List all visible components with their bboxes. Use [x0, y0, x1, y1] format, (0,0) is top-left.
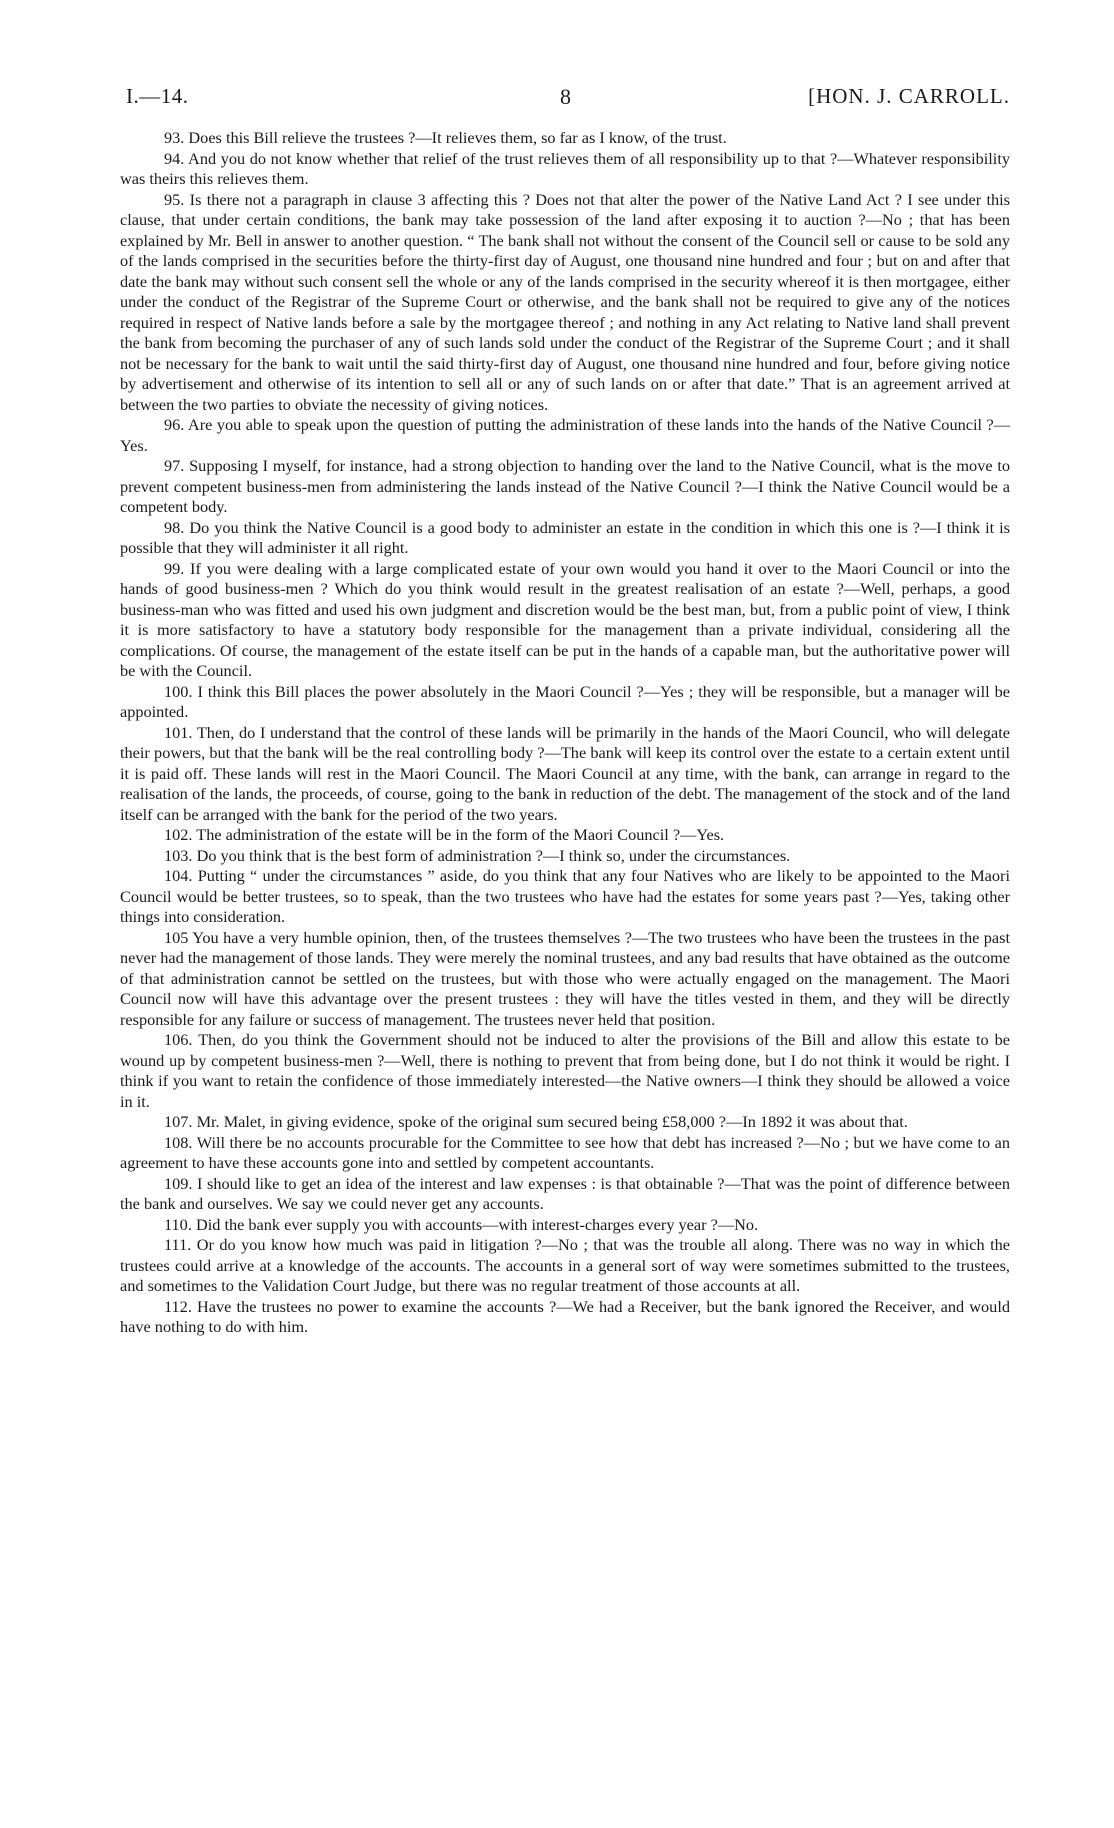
question-110: 110. Did the bank ever supply you with accounts—with interest-charges every year ?—No. — [164, 1214, 759, 1234]
question-105: 105 You have a very humble opinion, then, of the trustees themselves ?—The two trustees who have been the trustees in the past never had the management of those lands. They were merely the nominal trustees, and any bad results that have obtained as the outcome of that administration cannot be settled on the trustees, but with those who were actually engaged on the management. The Maori Council now will have this advantage over the present trustees : they will have the titles vested in them, and they will be directly responsible for any failure or success of management. The trustees never held that position. — [120, 927, 1010, 1029]
question-97: 97. Supposing I myself, for instance, had a strong objection to handing over the land to the Native Council, what is the move to prevent competent business-men from administering the lands instead of the Native Council ?—I think the Native Council would be a competent body. — [120, 456, 1010, 516]
question-104: 104. Putting “ under the circumstances ” aside, do you think that any four Natives who are likely to be appointed to the Maori Council would be better trustees, so to speak, than the two trustees who have had the estates for some years past ?—Yes, taking other things into consideration. — [120, 866, 1010, 926]
question-103: 103. Do you think that is the best form of administration ?—I think so, under the circumstances. — [164, 845, 791, 865]
witness-name: [HON. J. CARROLL. — [808, 84, 1010, 108]
question-109: 109. I should like to get an idea of the interest and law expenses : is that obtainable ?—That was the point of difference between the bank and ourselves. We say we could never get any accounts. — [120, 1173, 1010, 1213]
evidence-text — [120, 128, 1010, 1338]
question-94: 94. And you do not know whether that relief of the trust relieves them of all responsibility up to that ?—Whatever responsibility was theirs this relieves them. — [120, 148, 1010, 188]
question-111: 111. Or do you know how much was paid in litigation ?—No ; that was the trouble all along. There was no way in which the trustees could arrive at a knowledge of the accounts. The accounts in a general sort of way were sometimes submitted to the trustees, and sometimes to the Validation Court Judge, but there was no regular treatment of those accounts at all. — [120, 1235, 1010, 1295]
question-98: 98. Do you think the Native Council is a good body to administer an estate in the condition in which this one is ?—I think it is possible that they will administer it all right. — [120, 517, 1010, 557]
question-107: 107. Mr. Malet, in giving evidence, spoke of the original sum secured being £58,000 ?—In 1892 it was about that. — [164, 1112, 908, 1131]
document-page — [120, 84, 1010, 1338]
running-head — [120, 84, 1010, 114]
page-number: 8 — [560, 84, 572, 109]
question-93: 93. Does this Bill relieve the trustees ?—It relieves them, so far as I know, of the trust. — [164, 128, 727, 147]
question-99: 99. If you were dealing with a large complicated estate of your own would you hand it over to the Maori Council or into the hands of good business-men ? Which do you think would result in the greatest realisation of an estate ?—Well, perhaps, a good business-man who was fitted and used his own judgment and discretion would be the best man, but, from a public point of view, I think it is more satisfactory to have a statutory body responsible for the management than a private individual, considering all the complications. Of course, the management of the estate itself can be put in the hands of a capable man, but the authoritative power will be with the Council. — [120, 558, 1010, 680]
question-100: 100. I think this Bill places the power absolutely in the Maori Council ?—Yes ; they will be responsible, but a manager will be appointed. — [120, 681, 1010, 721]
question-112: 112. Have the trustees no power to examine the accounts ?—We had a Receiver, but the bank ignored the Receiver, and would have nothing to do with him. — [120, 1296, 1010, 1336]
question-96: 96. Are you able to speak upon the question of putting the administration of these lands into the hands of the Native Council ?—Yes. — [120, 415, 1010, 455]
question-101: 101. Then, do I understand that the control of these lands will be primarily in the hands of the Maori Council, who will delegate their powers, but that the bank will be the real controlling body ?—The bank will keep its control over the estate to a certain extent until it is paid off. These lands will rest in the Maori Council. The Maori Council at any time, with the bank, can arrange in regard to the realisation of the lands, the proceeds, of course, going to the bank in reduction of the debt. The management of the stock and of the land itself can be arranged with the bank for the period of the two years. — [120, 722, 1010, 824]
paper-reference: I.—14. — [126, 84, 189, 108]
question-108: 108. Will there be no accounts procurable for the Committee to see how that debt has increased ?—No ; but we have come to an agreement to have these accounts gone into and settled by competent accountants. — [120, 1132, 1010, 1172]
question-102: 102. The administration of the estate will be in the form of the Maori Council ?—Yes. — [164, 825, 725, 844]
question-106: 106. Then, do you think the Government should not be induced to alter the provisions of the Bill and allow this estate to be wound up by competent business-men ?—Well, there is nothing to prevent that from being done, but I do not think it would be right. I think if you want to retain the confidence of those immediately interested—the Native owners—I think they should be allowed a voice in it. — [120, 1030, 1010, 1111]
question-95: 95. Is there not a paragraph in clause 3 affecting this ? Does not that alter the power of the Native Land Act ? I see under this clause, that under certain conditions, the bank may take possession of the land after exposing it to auction ?—No ; that has been explained by Mr. Bell in answer to another question. “ The bank shall not without the consent of the Council sell or cause to be sold any of the lands comprised in the securities before the thirty-first day of August, one thousand nine hundred and four ; but on and after that date the bank may without such consent sell the whole or any of the lands comprised in the security whereof it is then mortgagee, either under the conduct of the Registrar of the Supreme Court or otherwise, and the bank shall not be required to give any of the notices required in respect of Native lands before a sale by the mortgagee thereof ; and nothing in any Act relating to Native land shall prevent the bank from becoming the purchaser of any of such lands sold under the conduct of the Registrar of the Supreme Court ; and it shall not be necessary for the bank to wait until the said thirty-first day of August, one thousand nine hundred and four, before giving notice by advertisement and otherwise of its intention to sell all or any of such lands on or after that date.” That is an agreement arrived at between the two parties to obviate the necessity of giving notices. — [120, 189, 1010, 414]
